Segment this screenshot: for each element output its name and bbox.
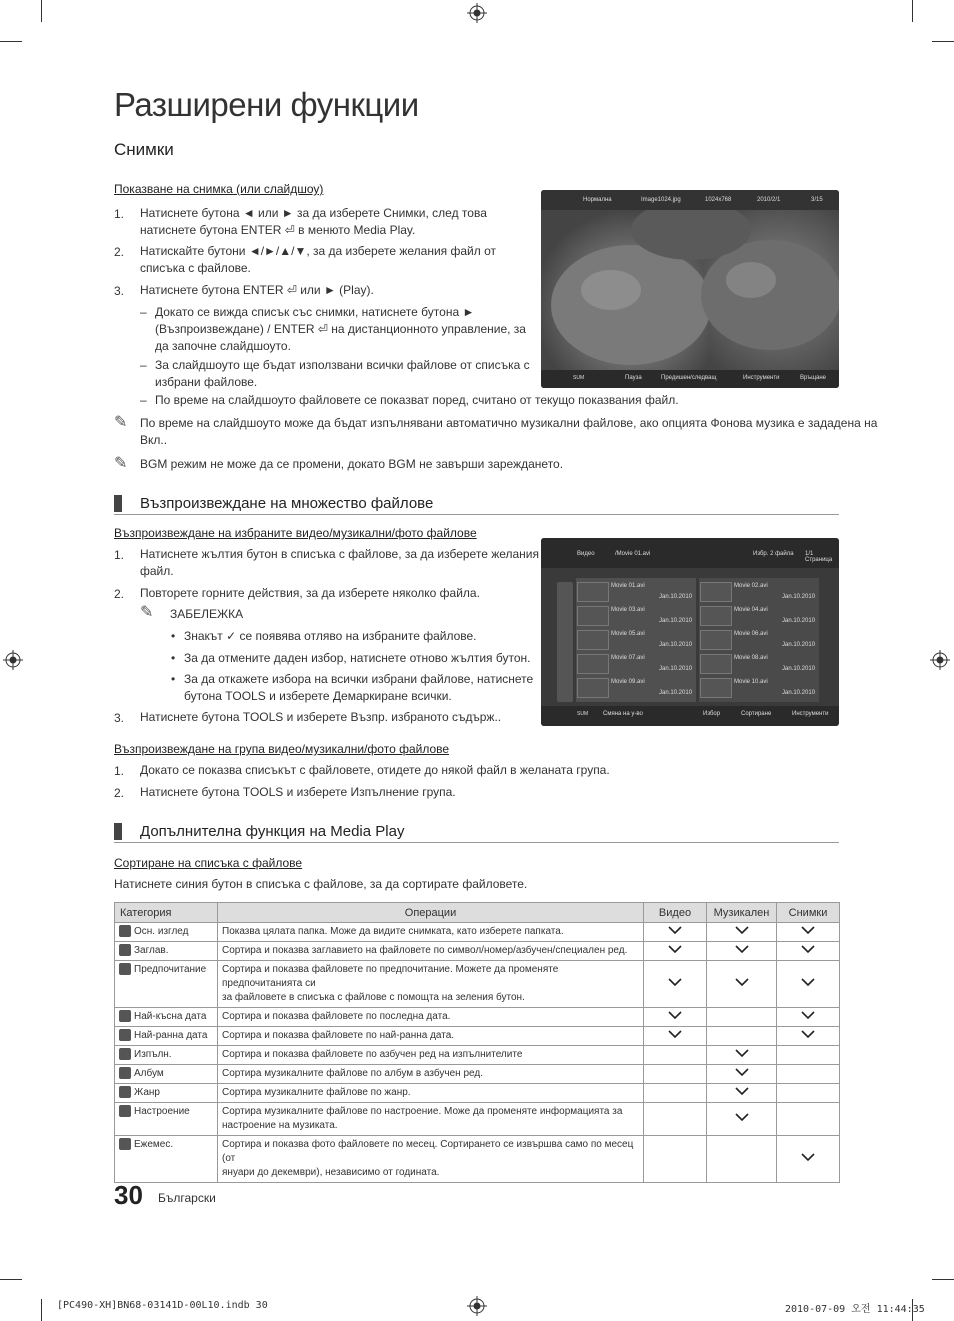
category-cell: Албум [115, 1065, 218, 1084]
photo-slideshow-screenshot: Нормална Image1024.jpg 1024x768 2010/2/1 3/15 SUM Пауза Предишен/следващ Инструменти Връщане [541, 190, 839, 388]
note-label: ЗАБЕЛЕЖКА [170, 607, 244, 621]
category-icon [119, 1105, 131, 1117]
video-file-date: Jan.10.2010 [782, 594, 816, 600]
video-thumbnail [700, 654, 732, 674]
support-cell [707, 1027, 777, 1046]
category-icon [119, 944, 131, 956]
check-icon [801, 1152, 815, 1160]
crop-mark [41, 1299, 42, 1321]
support-cell [644, 961, 707, 1008]
check-icon [668, 1010, 682, 1018]
check-icon [801, 1029, 815, 1037]
support-cell [777, 1046, 840, 1065]
step-number: 2. [114, 786, 125, 800]
table-header: Операции [218, 903, 644, 923]
operation-cell: Сортира и показва фото файловете по месец. Сортирането се извършва само по месец (от януари до декември), независимо от годината. [218, 1136, 644, 1183]
category-cell: Изпълн. [115, 1046, 218, 1065]
category-cell: Настроение [115, 1103, 218, 1136]
category-cell: Осн. изглед [115, 923, 218, 942]
section-header-extra: Допълнителна функция на Media Play [114, 820, 839, 843]
support-cell [777, 1065, 840, 1084]
step-number: 2. [114, 587, 125, 601]
category-cell: Заглав. [115, 942, 218, 961]
page-language: Български [158, 1191, 216, 1205]
video-file-date: Jan.10.2010 [782, 618, 816, 624]
category-icon [119, 963, 131, 975]
multi-heading: Възпроизвеждане на избраните видео/музикални/фото файлове [114, 526, 477, 540]
table-header: Видео [644, 903, 707, 923]
sort-heading: Сортиране на списъка с файлове [114, 856, 303, 870]
step-number: 3. [114, 711, 125, 725]
category-cell: Най-късна дата [115, 1008, 218, 1027]
section-title: Снимки [114, 140, 174, 159]
support-cell [777, 1008, 840, 1027]
bullet-text: За слайдшоуто ще бъдат използвани всички файлове от списъка с избрани файлове. [155, 358, 530, 389]
check-icon [668, 977, 682, 985]
bullet-text: Знакът ✓ се появява отляво на избраните файлове. [184, 629, 477, 643]
operation-cell: Сортира музикалните файлове по настроение. Може да променяте информацията за настроение на музиката. [218, 1103, 644, 1136]
step-number: 2. [114, 245, 125, 259]
video-thumbnail [577, 630, 609, 650]
support-cell [707, 1084, 777, 1103]
support-cell [707, 942, 777, 961]
video-thumbnail [577, 582, 609, 602]
check-icon [801, 977, 815, 985]
support-cell [644, 1065, 707, 1084]
check-icon [735, 1048, 749, 1056]
table-row [115, 1008, 840, 1027]
support-cell [777, 942, 840, 961]
video-thumbnail [577, 606, 609, 626]
video-list-screenshot: Видео /Movie 01.avi Избр. 2 файла 1/1 Страница SUM Смяна на у-во Избор Сортиране Инструменти Movie 01.avi Jan.10.2010 Movie 03.avi Jan.10.2010 Movie 05.avi Jan.10.2010 Movie 07.avi Jan.10.2010 Movie 09.avi Jan.10.2010 Movie 02.avi Jan.10.2010 Movie 04.avi Jan.10.2010 Movie 06.avi Jan.10.2010 Movie 08.avi Jan.10.2010 Movie 10.avi Jan.10.2010 [541, 538, 839, 726]
step-text: Докато се показва списъкът с файловете, отидете до някой файл в желаната група. [140, 763, 610, 777]
support-cell [644, 1008, 707, 1027]
group-heading: Възпроизвеждане на група видео/музикални/фото файлове [114, 742, 450, 756]
table-header: Снимки [777, 903, 840, 923]
step-number: 1. [114, 548, 125, 562]
check-icon [735, 1112, 749, 1120]
note-text: По време на слайдшоуто може да бъдат изпълнявани автоматично музикални файлове, ако опцията Фонова музика е зададена на Вкл.. [140, 416, 878, 447]
sort-intro: Натиснете синия бутон в списъка с файлове, за да сортирате файловете. [114, 877, 528, 891]
crop-mark [0, 1279, 22, 1280]
check-icon [668, 1029, 682, 1037]
operation-cell: Сортира музикалните файлове по албум в азбучен ред. [218, 1065, 644, 1084]
category-icon [119, 925, 131, 937]
support-cell [777, 961, 840, 1008]
support-cell [707, 1065, 777, 1084]
note-text: BGM режим не може да се промени, докато BGM не завърши зареждането. [140, 457, 564, 471]
video-thumbnail [700, 606, 732, 626]
category-icon [119, 1086, 131, 1098]
check-icon [801, 944, 815, 952]
category-cell: Ежемес. [115, 1136, 218, 1183]
note-pencil-icon: ✎ [114, 455, 128, 472]
operation-cell: Сортира и показва файловете по предпочитание. Можете да променяте предпочитанията си за файловете в списъка с файлове с помощта на зеления бутон. [218, 961, 644, 1008]
page-title: Разширени функции [114, 86, 419, 123]
support-cell [707, 961, 777, 1008]
support-cell [707, 923, 777, 942]
check-icon [735, 1067, 749, 1075]
video-file-name: Movie 02.avi [734, 583, 768, 589]
footer-file: [PC490-XH]BN68-03141D-00L10.indb 30 [57, 1300, 268, 1311]
step-number: 1. [114, 764, 125, 778]
support-cell [777, 1027, 840, 1046]
crop-mark [41, 0, 42, 22]
bullet-text: По време на слайдшоуто файловете се показват поред, считано от текущо показвания файл. [155, 393, 679, 407]
video-file-name: Movie 04.avi [734, 607, 768, 613]
video-thumbnail [700, 630, 732, 650]
table-row [115, 942, 840, 961]
video-thumbnail [700, 582, 732, 602]
registration-mark-icon [930, 650, 950, 670]
category-cell: Най-ранна дата [115, 1027, 218, 1046]
step-text: Натиснете бутона TOOLS и изберете Възпр. избраното съдърж.. [140, 710, 502, 724]
registration-mark-icon [3, 650, 23, 670]
registration-mark-icon [467, 3, 487, 23]
video-file-name: Movie 10.avi [734, 679, 768, 685]
table-row [115, 923, 840, 942]
note-pencil-icon: ✎ [140, 604, 154, 621]
table-row [115, 1065, 840, 1084]
section-header-multi: Възпроизвеждане на множество файлове [114, 492, 839, 515]
table-row [115, 1027, 840, 1046]
table-row [115, 1046, 840, 1065]
bullet-text: За да отмените даден избор, натиснете отново жълтия бутон. [184, 651, 531, 665]
check-icon [668, 944, 682, 952]
video-file-date: Jan.10.2010 [782, 690, 816, 696]
step-number: 1. [114, 207, 125, 221]
step-text: Натискайте бутони ◄/►/▲/▼, за да изберете желания файл от списъка с файлове. [140, 244, 496, 275]
check-icon [735, 977, 749, 985]
video-file-name: Movie 06.avi [734, 631, 768, 637]
operation-cell: Сортира и показва файловете по най-ранна дата. [218, 1027, 644, 1046]
category-cell: Предпочитание [115, 961, 218, 1008]
video-file-date: Jan.10.2010 [782, 666, 816, 672]
category-icon [119, 1067, 131, 1079]
sort-table [114, 902, 840, 1183]
step-text: Натиснете бутона TOOLS и изберете Изпълнение група. [140, 785, 456, 799]
video-file-date: Jan.10.2010 [659, 594, 693, 600]
operation-cell: Показва цялата папка. Може да видите снимката, като изберете папката. [218, 923, 644, 942]
category-icon [119, 1138, 131, 1150]
check-icon [668, 925, 682, 933]
check-icon [801, 1010, 815, 1018]
video-file-name: Movie 08.avi [734, 655, 768, 661]
step-text: Натиснете бутона ENTER ⏎ или ► (Play). [140, 283, 374, 297]
support-cell [777, 923, 840, 942]
support-cell [777, 1103, 840, 1136]
table-row [115, 961, 840, 1008]
bullet-text: Докато се вижда списък със снимки, натиснете бутона ► (Възпроизвеждане) / ENTER ⏎ на дистанционното управление, за да започне слайдшоуто. [155, 305, 526, 353]
crop-mark [912, 0, 913, 22]
support-cell [644, 1046, 707, 1065]
video-file-date: Jan.10.2010 [659, 690, 693, 696]
support-cell [707, 1136, 777, 1183]
table-header: Категория [115, 903, 218, 923]
support-cell [644, 1103, 707, 1136]
step-text: Натиснете бутона ◄ или ► за да изберете Снимки, след това натиснете бутона ENTER ⏎ в менюто Media Play. [140, 206, 487, 237]
slideshow-heading: Показване на снимка (или слайдшоу) [114, 182, 324, 196]
support-cell [707, 1008, 777, 1027]
category-icon [119, 1029, 131, 1041]
bullet-text: За да откажете избора на всички избрани файлове, натиснете бутона TOOLS и изберете Демаркиране всички. [184, 672, 534, 703]
operation-cell: Сортира музикалните файлове по жанр. [218, 1084, 644, 1103]
crop-mark [932, 1279, 954, 1280]
table-row [115, 1103, 840, 1136]
video-thumbnail [577, 678, 609, 698]
registration-mark-icon [467, 1296, 487, 1316]
operation-cell: Сортира и показва заглавието на файловете по символ/номер/азбучен/специален ред. [218, 942, 644, 961]
video-file-date: Jan.10.2010 [659, 642, 693, 648]
support-cell [644, 1136, 707, 1183]
video-file-name: Movie 03.avi [611, 607, 645, 613]
table-header: Музикален [707, 903, 777, 923]
note-pencil-icon: ✎ [114, 414, 128, 431]
step-text: Повторете горните действия, за да изберете няколко файла. [140, 586, 480, 600]
check-icon [735, 1086, 749, 1094]
video-thumbnail [577, 654, 609, 674]
support-cell [644, 942, 707, 961]
step-number: 3. [114, 284, 125, 298]
video-file-name: Movie 05.avi [611, 631, 645, 637]
check-icon [735, 944, 749, 952]
table-row [115, 1084, 840, 1103]
category-icon [119, 1010, 131, 1022]
category-icon [119, 1048, 131, 1060]
footer-date: 2010-07-09 오전 11:44:35 [785, 1304, 925, 1315]
operation-cell: Сортира и показва файловете по последна дата. [218, 1008, 644, 1027]
check-icon [801, 925, 815, 933]
page-number: 30 [114, 1180, 143, 1210]
support-cell [644, 1084, 707, 1103]
video-file-date: Jan.10.2010 [659, 666, 693, 672]
support-cell [707, 1046, 777, 1065]
video-file-name: Movie 09.avi [611, 679, 645, 685]
video-file-date: Jan.10.2010 [659, 618, 693, 624]
support-cell [777, 1084, 840, 1103]
video-file-name: Movie 01.avi [611, 583, 645, 589]
table-row [115, 1136, 840, 1183]
crop-mark [0, 41, 22, 42]
support-cell [707, 1103, 777, 1136]
check-icon [735, 925, 749, 933]
crop-mark [932, 41, 954, 42]
video-file-name: Movie 07.avi [611, 655, 645, 661]
support-cell [644, 923, 707, 942]
video-file-date: Jan.10.2010 [782, 642, 816, 648]
support-cell [644, 1027, 707, 1046]
operation-cell: Сортира и показва файловете по азбучен ред на изпълнителите [218, 1046, 644, 1065]
step-text: Натиснете жълтия бутон в списъка с файлове, за да изберете желания файл. [140, 547, 540, 578]
video-thumbnail [700, 678, 732, 698]
support-cell [777, 1136, 840, 1183]
category-cell: Жанр [115, 1084, 218, 1103]
